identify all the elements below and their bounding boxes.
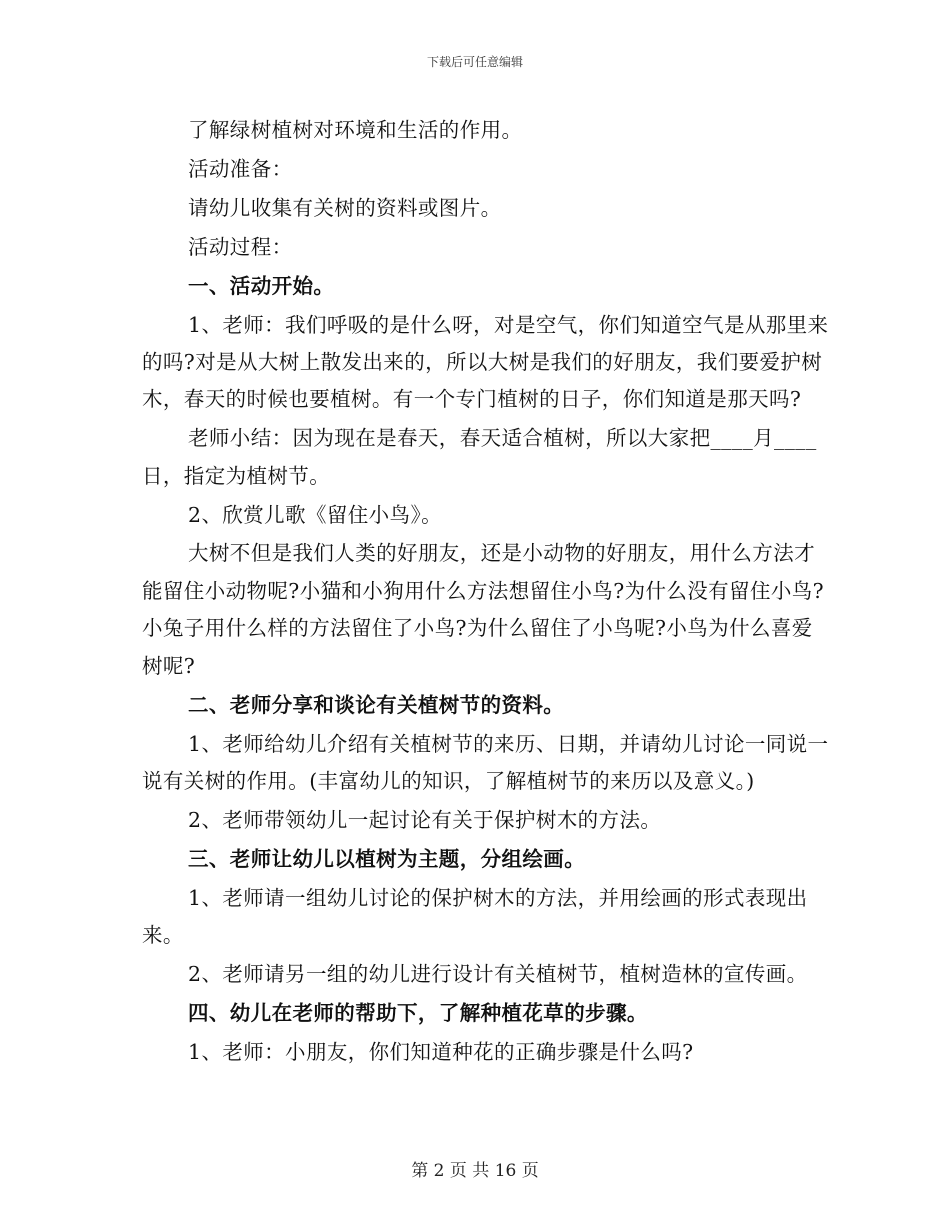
paragraph: 1、老师给幼儿介绍有关植树节的来历、日期，并请幼儿讨论一同说一说有关树的作用。(丰富幼儿的知识，了解植树节的来历以及意义。) bbox=[142, 731, 829, 793]
paragraph: 2、老师请另一组的幼儿进行设计有关植树节，植树造林的宣传画。 bbox=[188, 961, 808, 986]
page-footer: 第 2 页 共 16 页 bbox=[411, 1161, 539, 1181]
paragraph: 老师小结：因为现在是春天，春天适合植树，所以大家把____月____日，指定为植树节。 bbox=[142, 426, 817, 488]
paragraph: 了解绿树植树对环境和生活的作用。 bbox=[188, 118, 523, 142]
page-header: 下载后可任意编辑 bbox=[426, 55, 523, 69]
paragraph: 请幼儿收集有关树的资料或图片。 bbox=[188, 195, 502, 220]
paragraph: 1、老师请一组幼儿讨论的保护树木的方法，并用绘画的形式表现出来。 bbox=[142, 885, 808, 948]
paragraph: 活动过程： bbox=[188, 234, 293, 259]
section-heading: 三、老师让幼儿以植树为主题，分组绘画。 bbox=[188, 846, 586, 871]
paragraph: 活动准备： bbox=[188, 156, 293, 181]
section-heading: 四、幼儿在老师的帮助下，了解种植花草的步骤。 bbox=[188, 1000, 648, 1025]
paragraph: 大树不但是我们人类的好朋友，还是小动物的好朋友，用什么方法才能留住小动物呢?小猫和小狗用什么方法想留住小鸟?为什么没有留住小鸟?小兔子用什么样的方法留住了小鸟?为什么留住了小鸟呢?小鸟为什么喜爱树呢? bbox=[142, 541, 825, 678]
section-heading: 一、活动开始。 bbox=[188, 273, 335, 298]
paragraph: 1、老师：我们呼吸的是什么呀，对是空气，你们知道空气是从那里来的吗?对是从大树上散发出来的，所以大树是我们的好朋友，我们要爱护树木，春天的时候也要植树。有一个专门植树的日子，你们知道是那天吗? bbox=[142, 312, 829, 412]
paragraph: 1、老师：小朋友，你们知道种花的正确步骤是什么吗? bbox=[188, 1039, 694, 1064]
paragraph: 2、欣赏儿歌《留住小鸟》。 bbox=[188, 502, 442, 527]
paragraph: 2、老师带领幼儿一起讨论有关于保护树木的方法。 bbox=[188, 807, 662, 832]
section-heading: 二、老师分享和谈论有关植树节的资料。 bbox=[188, 692, 565, 717]
document-body bbox=[142, 112, 832, 1071]
